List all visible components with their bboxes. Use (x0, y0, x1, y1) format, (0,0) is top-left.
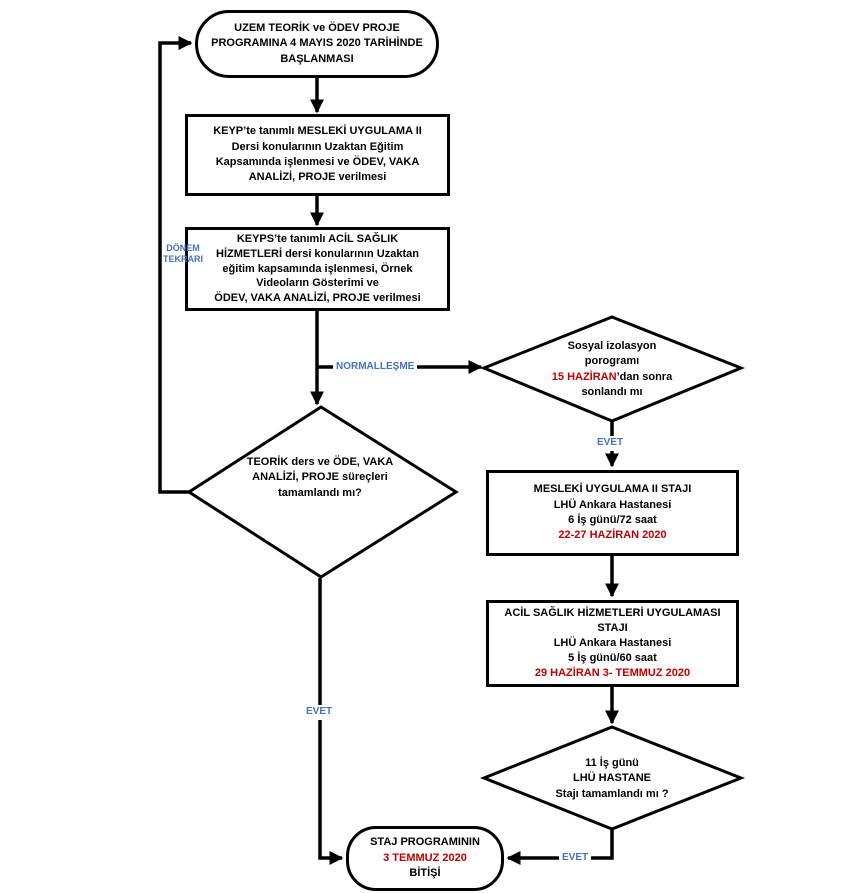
node-text-line: LHÜ HASTANE (572, 772, 651, 785)
start-terminator-node (195, 10, 439, 78)
red-date-text: 3 TEMMUZ 2020 (383, 851, 467, 864)
edge-label-donem-tekrari (162, 243, 204, 266)
edge-label-evet-hastane: EVET (559, 851, 591, 866)
red-date-text: 15 HAZİRAN (551, 370, 617, 383)
mesleki-staj-process-node (486, 470, 739, 556)
node-text-line: PROGRAMINA 4 MAYIS 2020 TARİHİNDE (211, 37, 423, 50)
node-text-line: UZEM TEORİK ve ÖDEV PROJE (234, 21, 400, 34)
node-text-line: porogramı (584, 355, 640, 368)
node-text-line: BAŞLANMASI (280, 52, 354, 65)
edge-label-evet-teorik: EVET (303, 705, 335, 720)
node-text-line: TEORİK ders ve ÖDE, VAKA (246, 456, 394, 468)
node-text-line: LHÜ Ankara Hastanesi (553, 498, 672, 511)
node-text-line: KEYP’te tanımlı MESLEKİ UYGULAMA II (213, 125, 422, 138)
keyps-process-node (185, 227, 450, 311)
node-text-line: 5 İş günü/60 saat (568, 651, 657, 664)
edge-label-normallesme: NORMALLEŞME (333, 360, 417, 375)
izolasyon-decision-text (502, 339, 722, 401)
node-text-line: MESLEKİ UYGULAMA II STAJI (533, 483, 692, 496)
node-text-line: ANALİZİ, PROJE verilmesi (248, 171, 387, 184)
node-text-line: HİZMETLERİ dersi konularının Uzaktan (216, 247, 419, 260)
node-text-line: ANALİZİ, PROJE süreçleri (252, 471, 388, 484)
node-text-line: 11 İş günü (585, 757, 639, 769)
node-text-line: sonlandı mı (581, 386, 643, 399)
edge-label-line: DÖNEM (166, 243, 200, 253)
keyp-process-node (185, 114, 450, 196)
node-text-line: Kapsamında işlenmesi ve ÖDEV, VAKA (215, 156, 420, 168)
acil-staj-process-node (486, 600, 739, 687)
red-date-text: 22-27 HAZİRAN 2020 (558, 529, 667, 542)
edge-label-line: TEKRARI (163, 254, 203, 265)
node-text-line: STAJI (597, 622, 628, 635)
node-text-line: tamamlandı mı? (278, 486, 362, 499)
end-terminator-node (346, 826, 504, 891)
node-text-line: Stajı tamamlandı mı ? (555, 787, 669, 800)
node-text-line: ACİL SAĞLIK HİZMETLERİ UYGULAMASI (504, 607, 721, 620)
node-text-line: Dersi konularının Uzaktan Eğitim (231, 140, 404, 153)
node-text-line: eğitim kapsamında işlenmesi, Örnek (222, 262, 413, 275)
hastane-decision-text (512, 756, 712, 802)
teorik-decision-text (205, 455, 435, 501)
node-text-line: LHÜ Ankara Hastanesi (553, 637, 672, 650)
red-date-text: 29 HAZİRAN 3- TEMMUZ 2020 (534, 666, 691, 679)
node-text-line: Videoların Gösterimi ve (256, 277, 379, 290)
node-text-line: KEYPS’te tanımlı ACİL SAĞLIK (236, 232, 399, 245)
node-text-line: 6 İş günü/72 saat (568, 514, 657, 526)
edge-label-evet-izolasyon: EVET (594, 436, 626, 451)
node-text-line: BİTİŞİ (409, 867, 441, 880)
node-text-line: Sosyal izolasyon (567, 340, 657, 352)
node-text-line (502, 370, 722, 385)
node-text-line: STAJ PROGRAMININ (370, 836, 480, 849)
node-text-line: ÖDEV, VAKA ANALİZİ, PROJE verilmesi (214, 292, 421, 305)
node-text-line: ’dan sonra (616, 370, 673, 383)
